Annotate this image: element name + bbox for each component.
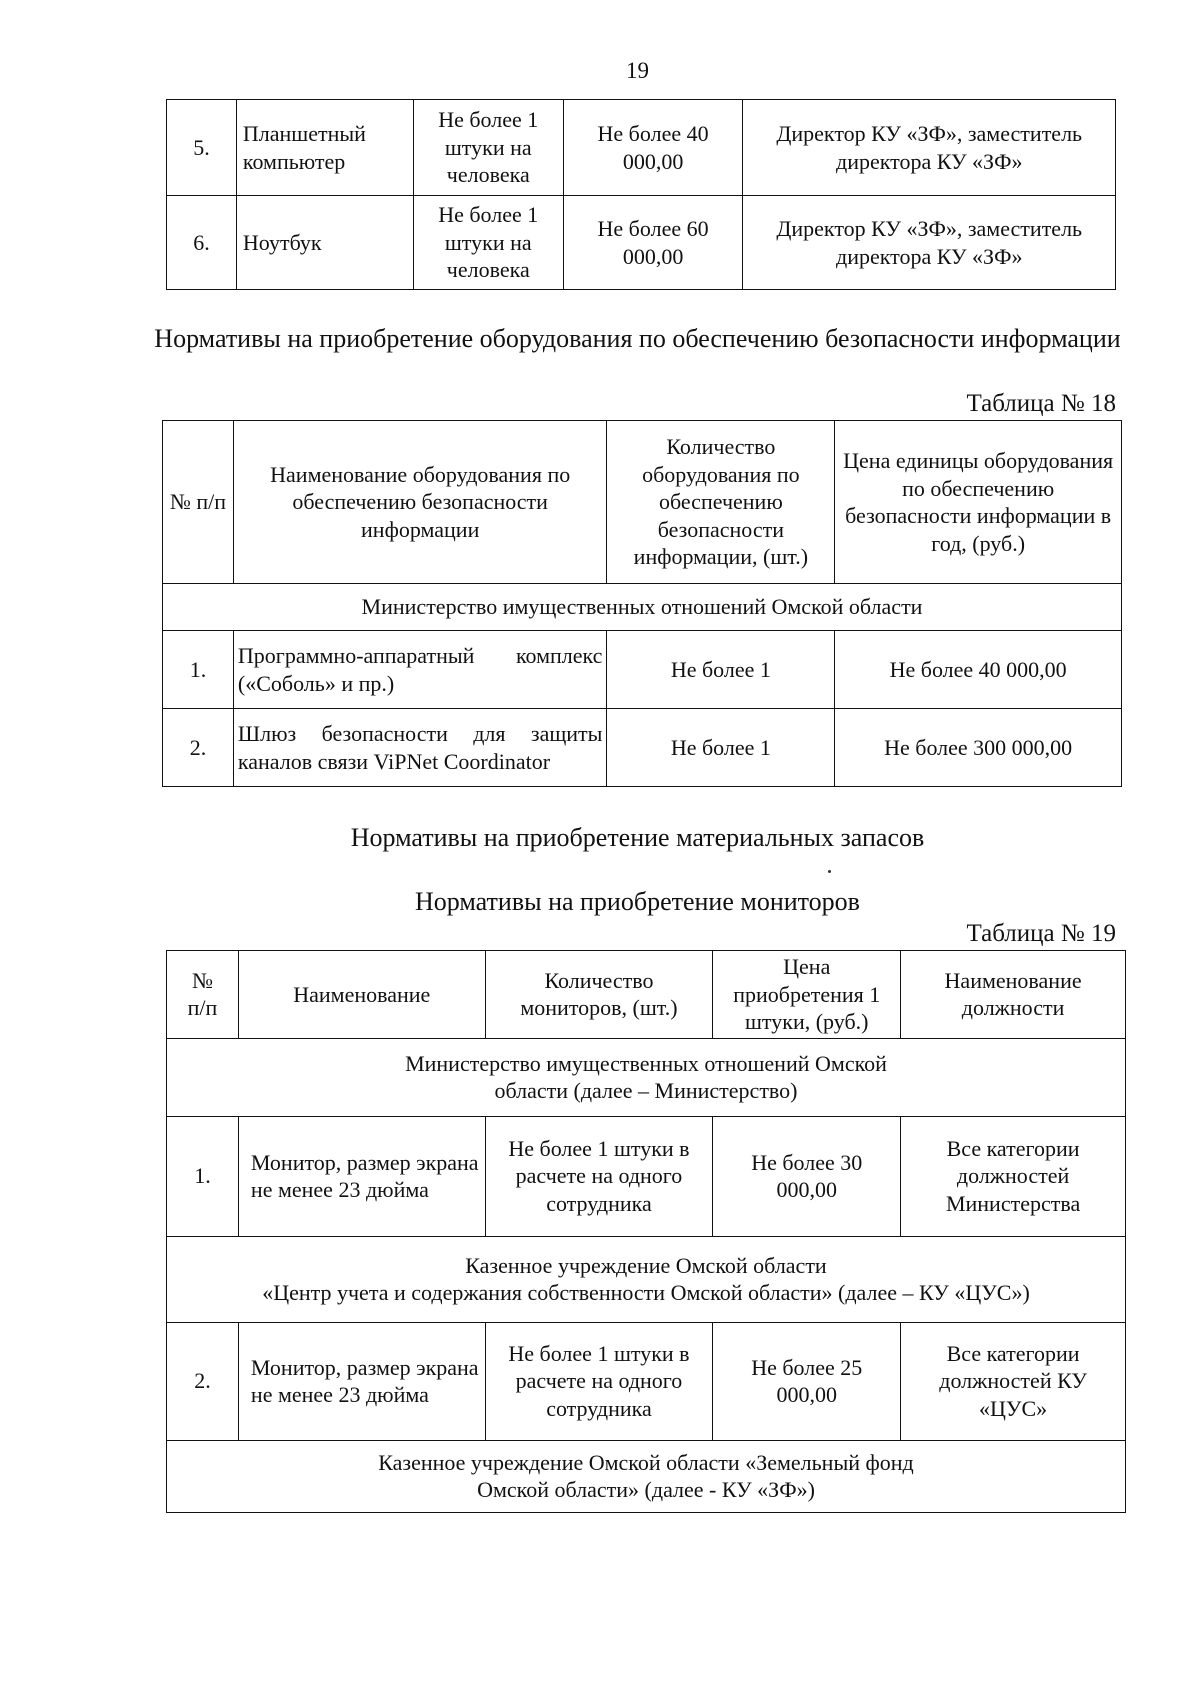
table-header-row xyxy=(163,421,1122,584)
header-price: Цена единицы оборудования по обеспечению безопасности информации в год, (руб.) xyxy=(835,421,1122,584)
table-row xyxy=(163,709,1122,787)
section-heading-monitors: Нормативы на приобретение мониторов xyxy=(415,887,860,916)
row-number: 5. xyxy=(167,100,237,196)
item-name: Монитор, размер экрана не менее 23 дюйма xyxy=(238,1116,485,1236)
section-heading-security: Нормативы на приобретение оборудования по обеспечению безопасности информации xyxy=(154,324,1121,353)
table-continuation xyxy=(166,99,1116,290)
header-price: Цена приобретения 1 штуки, (руб.) xyxy=(713,951,901,1039)
table-group-row xyxy=(167,1038,1126,1116)
row-number: 6. xyxy=(167,196,237,290)
row-number: 2. xyxy=(167,1322,239,1440)
table-group-row xyxy=(163,584,1122,631)
item-position: Все категории должностей Министерства xyxy=(901,1116,1126,1236)
header-position: Наименование должности xyxy=(901,951,1126,1039)
header-num: № п/п xyxy=(167,951,239,1039)
header-num: № п/п xyxy=(163,421,234,584)
header-name: Наименование xyxy=(238,951,485,1039)
table-row xyxy=(167,100,1116,196)
header-name: Наименование оборудования по обеспечению безопасности информации xyxy=(233,421,607,584)
item-price: Не более 40 000,00 xyxy=(835,631,1122,709)
table-label-18: Таблица № 18 xyxy=(966,390,1116,417)
item-price: Не более 40 000,00 xyxy=(563,100,743,196)
row-number: 1. xyxy=(167,1116,239,1236)
item-name: Шлюз безопасности для защиты каналов связи ViPNet Coordinator xyxy=(233,709,607,787)
table-security xyxy=(162,420,1122,787)
group-kucus xyxy=(167,1236,1126,1322)
item-quantity: Не более 1 xyxy=(607,709,835,787)
table-header-row xyxy=(167,951,1126,1039)
item-quantity: Не более 1 xyxy=(607,631,835,709)
item-price: Не более 30 000,00 xyxy=(713,1116,901,1236)
table-group-row xyxy=(167,1440,1126,1512)
group-kuzf xyxy=(167,1440,1126,1512)
table-monitors xyxy=(166,950,1126,1513)
item-name: Программно-аппаратный комплекс («Соболь» и пр.) xyxy=(233,631,607,709)
item-quantity: Не более 1 штуки в расчете на одного сотрудника xyxy=(485,1116,713,1236)
item-price: Не более 25 000,00 xyxy=(713,1322,901,1440)
item-price: Не более 60 000,00 xyxy=(563,196,743,290)
table-row xyxy=(167,1322,1126,1440)
group-kucus-line1: Казенное учреждение Омской области xyxy=(465,1252,827,1278)
group-kucus-line2: «Центр учета и содержания собственности Омской области» (далее – КУ «ЦУС») xyxy=(262,1280,1030,1305)
item-quantity: Не более 1 штуки на человека xyxy=(413,100,563,196)
item-name: Планшетный компьютер xyxy=(236,100,413,196)
item-name: Ноутбук xyxy=(236,196,413,290)
row-number: 2. xyxy=(163,709,234,787)
group-kuzf-line1: Казенное учреждение Омской области «Земельный фонд xyxy=(378,1449,914,1475)
group-ministry: Министерство имущественных отношений Омской области xyxy=(163,584,1122,631)
item-position: Все категории должностей КУ «ЦУС» xyxy=(901,1322,1126,1440)
item-quantity: Не более 1 штуки в расчете на одного сотрудника xyxy=(485,1322,713,1440)
group-kuzf-line2: Омской области» (далее - КУ «ЗФ») xyxy=(477,1477,815,1502)
item-name: Монитор, размер экрана не менее 23 дюйма xyxy=(238,1322,485,1440)
header-qty: Количество мониторов, (шт.) xyxy=(485,951,713,1039)
group-ministry: Министерство имущественных отношений Омской области (далее – Министерство) xyxy=(167,1038,1126,1116)
header-qty: Количество оборудования по обеспечению безопасности информации, (шт.) xyxy=(607,421,835,584)
page-number: 19 xyxy=(626,58,649,83)
table-label-19: Таблица № 19 xyxy=(966,920,1116,947)
table-row xyxy=(167,196,1116,290)
table-group-row xyxy=(167,1236,1126,1322)
item-position: Директор КУ «ЗФ», заместитель директора КУ «ЗФ» xyxy=(743,100,1116,196)
section-heading-materials: Нормативы на приобретение материальных запасов xyxy=(350,823,925,852)
item-position: Директор КУ «ЗФ», заместитель директора КУ «ЗФ» xyxy=(743,196,1116,290)
row-number: 1. xyxy=(163,631,234,709)
item-price: Не более 300 000,00 xyxy=(835,709,1122,787)
table-row xyxy=(167,1116,1126,1236)
stray-dot xyxy=(828,870,831,873)
table-row xyxy=(163,631,1122,709)
item-quantity: Не более 1 штуки на человека xyxy=(413,196,563,290)
